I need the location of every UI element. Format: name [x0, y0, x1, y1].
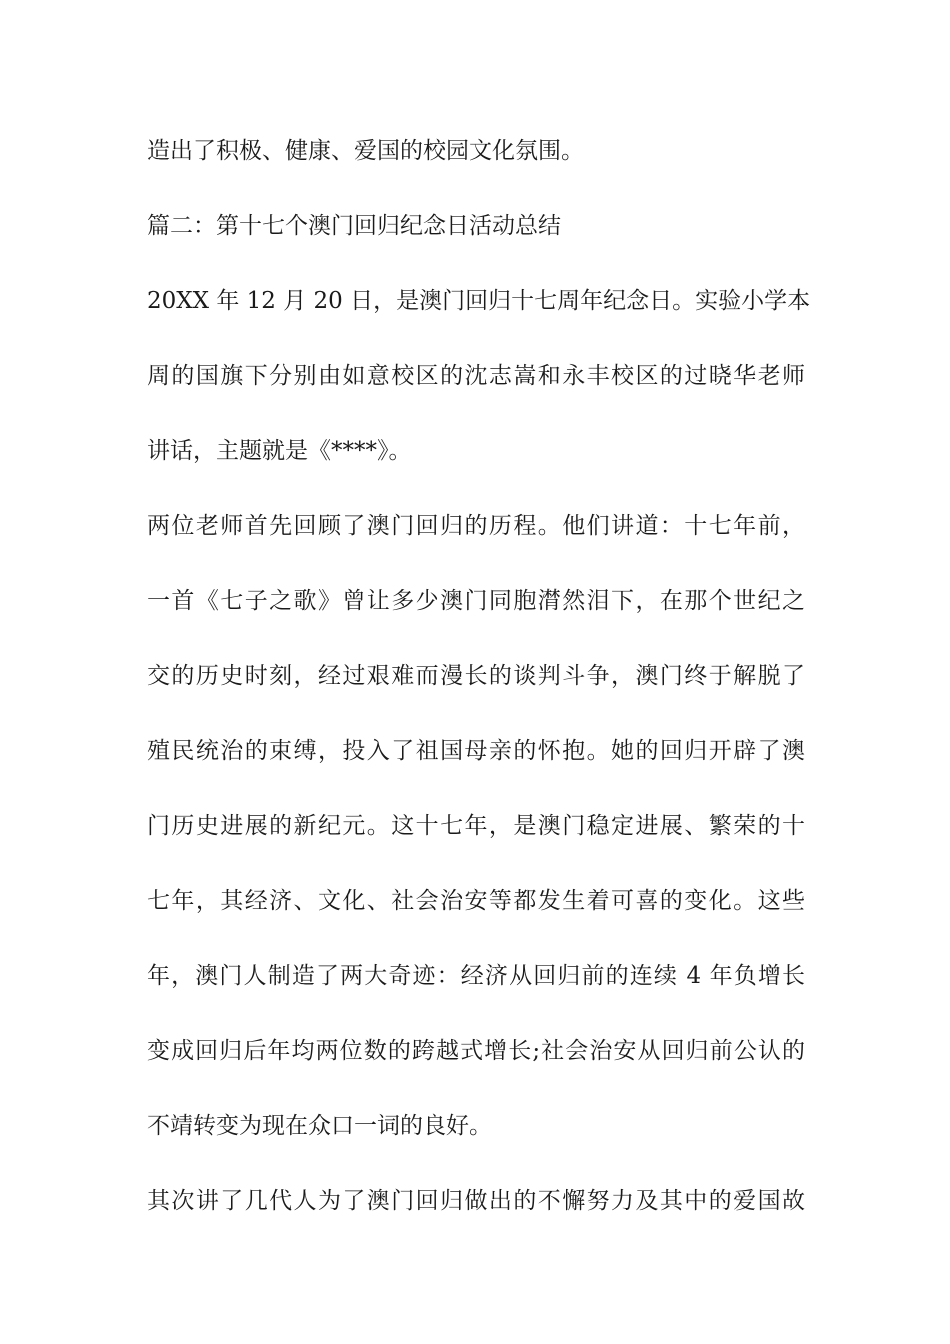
text-line: 20XX 年 12 月 20 日，是澳门回归十七周年纪念日。实验小学本 [147, 288, 811, 314]
text-line: 门历史进展的新纪元。这十七年，是澳门稳定进展、繁荣的十 [147, 813, 805, 839]
text-line: 殖民统治的束缚，投入了祖国母亲的怀抱。她的回归开辟了澳 [147, 738, 805, 764]
section-heading: 篇二：第十七个澳门回归纪念日活动总结 [147, 213, 561, 239]
text-line: 其次讲了几代人为了澳门回归做出的不懈努力及其中的爱国故 [147, 1188, 805, 1214]
text-line: 周的国旗下分别由如意校区的沈志嵩和永丰校区的过晓华老师 [147, 363, 805, 389]
text-line: 七年，其经济、文化、社会治安等都发生着可喜的变化。这些 [147, 888, 805, 914]
text-line: 一首《七子之歌》曾让多少澳门同胞潸然泪下，在那个世纪之 [147, 588, 805, 614]
text-line: 不靖转变为现在众口一词的良好。 [147, 1113, 492, 1139]
text-line: 变成回归后年均两位数的跨越式增长;社会治安从回归前公认的 [147, 1038, 805, 1064]
text-line: 造出了积极、健康、爱国的校园文化氛围。 [147, 138, 584, 164]
text-line: 年，澳门人制造了两大奇迹：经济从回归前的连续 4 年负增长 [147, 963, 805, 989]
text-line: 交的历史时刻，经过艰难而漫长的谈判斗争，澳门终于解脱了 [147, 663, 805, 689]
text-line: 两位老师首先回顾了澳门回归的历程。他们讲道：十七年前， [147, 513, 805, 539]
text-line: 讲话，主题就是《****》。 [147, 438, 412, 464]
